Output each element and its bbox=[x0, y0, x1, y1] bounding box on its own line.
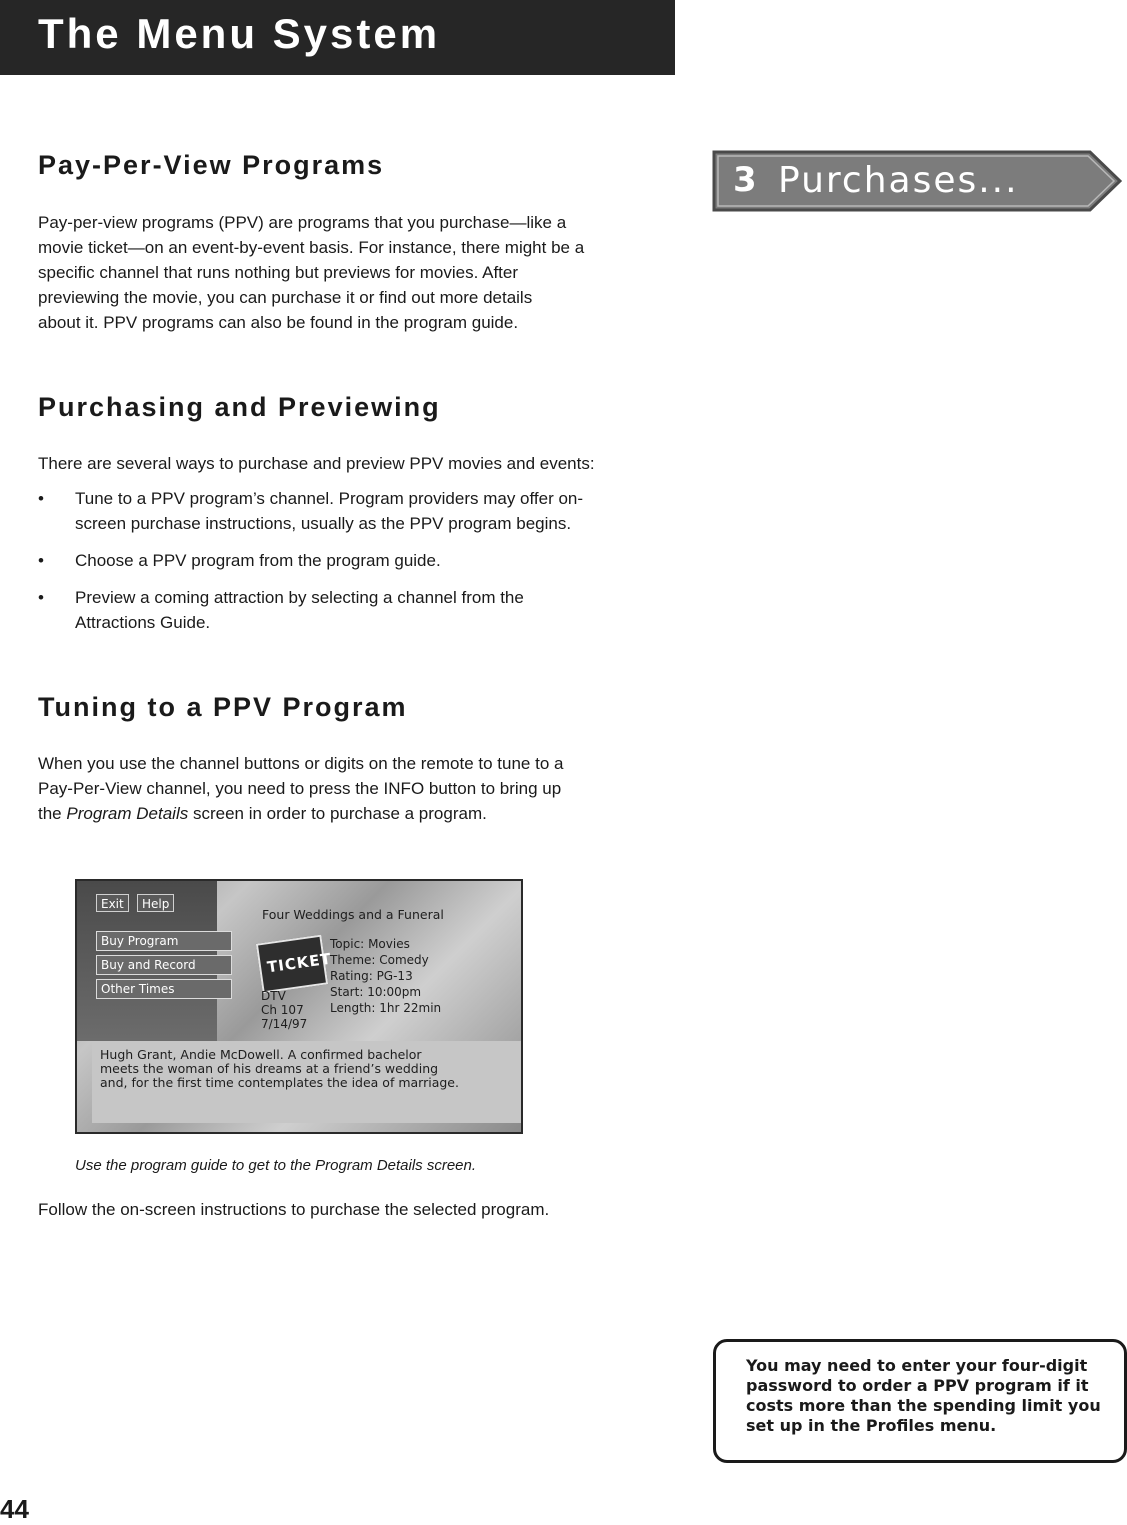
page-title: The Menu System bbox=[38, 10, 441, 57]
detail-value: 1hr 22min bbox=[379, 1001, 442, 1015]
detail-label: Topic: bbox=[330, 937, 365, 951]
detail-label: Start: bbox=[330, 985, 364, 999]
detail-value: Movies bbox=[368, 937, 410, 951]
channel-date: 7/14/97 bbox=[261, 1017, 308, 1031]
ppv-line: specific channel that runs nothing but previews for movies. After bbox=[38, 263, 519, 282]
tuning-text: the bbox=[38, 804, 67, 823]
program-details-screenshot bbox=[75, 879, 523, 1134]
program-details-term: Program Details bbox=[66, 804, 189, 823]
list-item bbox=[38, 585, 678, 635]
list-item bbox=[38, 486, 678, 536]
bullet-line: Tune to a PPV program’s channel. Program providers may offer on- bbox=[75, 489, 584, 508]
tuning-line bbox=[38, 801, 678, 826]
detail-label: Length: bbox=[330, 1001, 376, 1015]
tuning-paragraph bbox=[38, 751, 678, 826]
bullet-line: Attractions Guide. bbox=[75, 613, 211, 632]
bullet-mark: • bbox=[38, 489, 44, 508]
detail-value: PG-13 bbox=[376, 969, 413, 983]
list-item bbox=[38, 548, 678, 573]
detail-topic bbox=[330, 937, 410, 951]
other-times-button[interactable]: Other Times bbox=[96, 979, 232, 999]
heading-tuning-ppv: Tuning to a PPV Program bbox=[38, 692, 408, 722]
tuning-line: When you use the channel buttons or digits on the remote to tune to a bbox=[38, 754, 564, 773]
description-line: Hugh Grant, Andie McDowell. A confirmed bachelor bbox=[100, 1047, 422, 1062]
detail-label: Theme: bbox=[330, 953, 376, 967]
channel-network: DTV bbox=[261, 989, 286, 1003]
ppv-line: about it. PPV programs can also be found in the program guide. bbox=[38, 313, 519, 332]
buy-and-record-button[interactable]: Buy and Record bbox=[96, 955, 232, 975]
note-box bbox=[713, 1339, 1127, 1463]
detail-value: 10:00pm bbox=[367, 985, 422, 999]
ticket-icon bbox=[256, 935, 333, 994]
bullet-line: Choose a PPV program from the program guide. bbox=[75, 551, 441, 570]
header-bar bbox=[0, 0, 675, 75]
detail-label: Rating: bbox=[330, 969, 373, 983]
channel-number: Ch 107 bbox=[261, 1003, 304, 1017]
detail-value: Comedy bbox=[379, 953, 429, 967]
buy-program-button[interactable]: Buy Program bbox=[96, 931, 232, 951]
description-line: meets the woman of his dreams at a friend’s wedding bbox=[100, 1061, 439, 1076]
ppv-line: movie ticket—on an event-by-event basis. For instance, there might be a bbox=[38, 238, 585, 257]
bullet-mark: • bbox=[38, 551, 44, 570]
purchasing-bullet-list bbox=[38, 486, 678, 647]
note-text: You may need to enter your four-digit password to order a PPV program if it costs more than the spending limit you set up in the Profiles menu. bbox=[746, 1356, 1101, 1435]
exit-button[interactable]: Exit bbox=[96, 894, 129, 912]
ticket-text: TICKET bbox=[265, 949, 333, 977]
detail-theme bbox=[330, 953, 429, 967]
figure-caption: Use the program guide to get to the Program Details screen. bbox=[75, 1157, 477, 1174]
ppv-line: Pay-per-view programs (PPV) are programs that you purchase—like a bbox=[38, 213, 567, 232]
purchasing-intro: There are several ways to purchase and preview PPV movies and events: bbox=[38, 454, 595, 473]
detail-start bbox=[330, 985, 421, 999]
follow-instructions-text: Follow the on-screen instructions to purchase the selected program. bbox=[38, 1200, 550, 1219]
bullet-line: screen purchase instructions, usually as the PPV program begins. bbox=[75, 514, 572, 533]
ppv-paragraph bbox=[38, 210, 678, 335]
heading-purchasing-previewing: Purchasing and Previewing bbox=[38, 392, 441, 422]
bullet-line: Preview a coming attraction by selecting a channel from the bbox=[75, 588, 524, 607]
page-number: 44 bbox=[0, 1494, 29, 1524]
bullet-mark: • bbox=[38, 588, 44, 607]
tuning-text: screen in order to purchase a program. bbox=[188, 804, 487, 823]
heading-pay-per-view: Pay-Per-View Programs bbox=[38, 150, 385, 180]
description-box bbox=[92, 1041, 522, 1123]
description-line: and, for the first time contemplates the idea of marriage. bbox=[100, 1075, 459, 1090]
purchases-label: Purchases... bbox=[778, 160, 1019, 201]
help-button[interactable]: Help bbox=[137, 894, 174, 912]
tuning-line: Pay-Per-View channel, you need to press the INFO button to bring up bbox=[38, 779, 562, 798]
ppv-line: previewing the movie, you can purchase it or find out more details bbox=[38, 288, 533, 307]
program-title: Four Weddings and a Funeral bbox=[262, 907, 444, 922]
detail-rating bbox=[330, 969, 413, 983]
menu-number: 3 bbox=[733, 160, 757, 200]
detail-length bbox=[330, 1001, 441, 1015]
